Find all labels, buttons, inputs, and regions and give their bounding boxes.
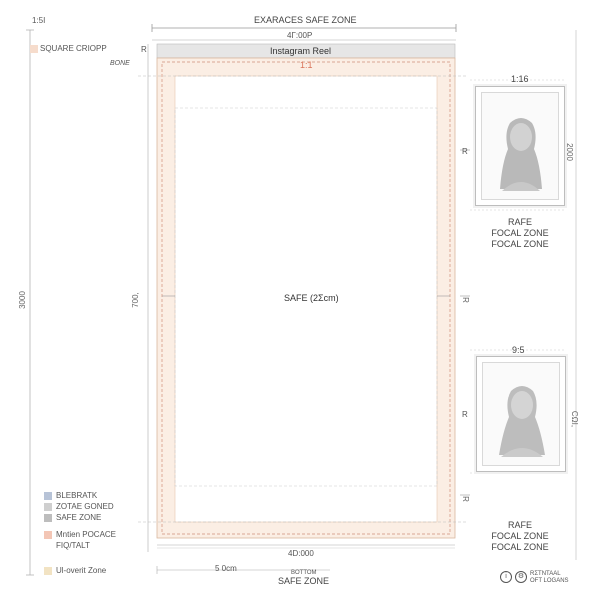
thumb-1-inner [481,92,559,200]
thumb-1-caption-1: RAFE [507,217,532,227]
frame-height-label: 700, [130,292,140,308]
left-height-label: 3000 [17,291,27,309]
right-mark-b: R [460,496,470,502]
footer-line-2: OFT LOGANS [530,578,569,584]
thumb-2-caption-1: RAFE [507,520,532,530]
header-bar-label: Instagram Reel [270,46,332,56]
thumb-2-captions [465,520,575,553]
top-width-label: 4Γ:00P [287,31,313,40]
bottom-zone-line-2: SAFE ZONE [278,576,330,586]
legend-swatch-2 [44,503,52,511]
thumb-1-portrait [482,93,560,201]
corner-label: 1:5I [32,16,46,25]
legend-label-1: BLEBRATK [56,491,98,500]
thumb-2-portrait [483,363,561,467]
thumb-1-frame [475,86,565,206]
thumb-2-inner [482,362,560,466]
bone-label: BONE [110,60,130,67]
legend-swatch-1 [44,492,52,500]
square-crop-label: SQUARE CRIOPP [40,44,107,53]
legend-swatch-3 [44,514,52,522]
thumb-1-captions [465,217,575,250]
ratio-center-label: 1:1 [300,60,313,70]
thumb-2-caption-2: FOCAL ZONE [491,531,549,541]
info-icon: i [500,571,512,583]
square-crop-swatch [30,45,38,53]
top-title: EXARACES SAFE ZONE [254,15,357,25]
legend-label-4: Mntien POCACE [56,530,117,539]
thumb-2-left-mark: R [462,410,468,419]
thumb-2-side-dim: CΩI, [570,410,580,428]
bottom-dim-label: 5 0cm [215,564,237,573]
right-mark-a: R [460,297,470,303]
thumb-2-frame [476,356,566,472]
thumb-2-caption-3: FOCAL ZONE [491,542,549,552]
legend-swatch-4 [44,531,52,539]
bottom-width-label: 4D:000 [288,549,314,558]
thumb-1-caption-3: FOCAL ZONE [491,239,549,249]
thumb-1-ratio: 1:16 [511,74,529,84]
gear-icon: ⚙ [515,571,527,583]
thumb-1-caption-2: FOCAL ZONE [491,228,549,238]
footer-line-1: RΣTNTAAL [530,571,561,577]
thumb-2-ratio: 9:5 [512,345,525,355]
center-safe-label: SAFE (2Σcm) [284,293,339,303]
bottom-zone-line-1: BOTTOM [291,570,317,576]
legend-swatch-6 [44,567,52,575]
top-left-mark: R [141,45,147,54]
thumb-1-side-dim: 2000 [564,143,574,161]
legend-label-5: FIQ/TALT [56,541,90,550]
legend-label-2: ZOTAE GONED [56,502,114,511]
legend-label-6: Ul-overit Zone [56,566,107,575]
thumb-1-left-mark: R [462,147,468,156]
legend-label-3: SAFE ZONE [56,513,102,522]
